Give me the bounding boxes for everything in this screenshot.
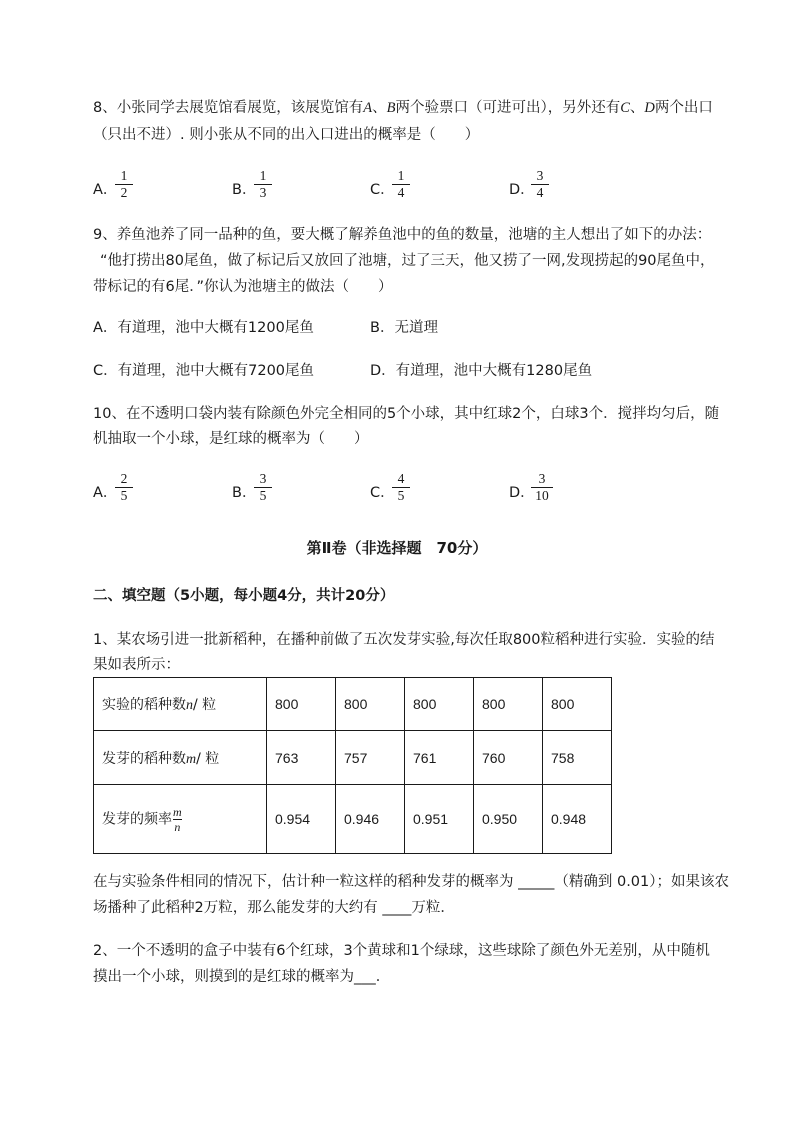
fraction: 4 5	[392, 471, 410, 504]
table-cell: 0.950	[474, 785, 543, 854]
germination-table	[93, 677, 612, 854]
table-cell: 800	[336, 678, 405, 731]
table-row	[94, 785, 612, 854]
fraction: 1 4	[392, 168, 410, 201]
table-cell: 0.951	[405, 785, 474, 854]
row-label-frequency: 发芽的频率 $\frac{m}{n}$	[94, 785, 267, 854]
q10-stem-line2: 机抽取一个小球，是红球的概率为（ ）	[93, 431, 369, 447]
q8-stem-line2: （只出不进）. 则小张从不同的出入口进出的概率是（ ）	[93, 127, 480, 143]
fill1-question-line2: 场播种了此稻种2万粒，那么能发芽的大约有 ____万粒．	[93, 900, 455, 916]
table-cell: 800	[267, 678, 336, 731]
part2-title: 第Ⅱ卷（非选择题 70分）	[306, 539, 488, 557]
fill1-stem-line2: 果如表所示：	[93, 657, 180, 673]
q8-stem-line1: 8、小张同学去展览馆看展览，该展览馆有A、B两个验票口（可进可出），另外还有C、D两个出口	[93, 100, 713, 116]
fraction: 2 5	[115, 471, 133, 504]
table-cell: 0.946	[336, 785, 405, 854]
table-cell: 800	[474, 678, 543, 731]
fill1-question-line1: 在与实验条件相同的情况下，估计种一粒这样的稻种发芽的概率为 _____（精确到 0.01）；如果该农	[93, 874, 729, 890]
q9-option-d[interactable]: D．有道理，池中大概有1280尾鱼	[370, 363, 593, 379]
q9-option-b[interactable]: B．无道理	[370, 320, 438, 336]
table-cell: 0.948	[543, 785, 612, 854]
q9-option-c[interactable]: C．有道理，池中大概有7200尾鱼	[93, 363, 315, 379]
fraction: 3 5	[254, 471, 272, 504]
fraction: 3 10	[531, 471, 553, 504]
fill1-stem-line1: 1、某农场引进一批新稻种，在播种前做了五次发芽实验,每次任取800粒稻种进行实验．实验的结	[93, 632, 715, 648]
table-cell: 800	[543, 678, 612, 731]
fill2-stem-line2: 摸出一个小球，则摸到的是红球的概率为___．	[93, 969, 391, 985]
table-row	[94, 731, 612, 785]
table-cell: 758	[543, 731, 612, 785]
table-cell: 0.954	[267, 785, 336, 854]
q9-option-a[interactable]: A．有道理，池中大概有1200尾鱼	[93, 320, 314, 336]
fraction: 1 3	[254, 168, 272, 201]
table-row	[94, 678, 612, 731]
table-cell: 763	[267, 731, 336, 785]
row-label-seeds: 实验的稻种数n/ 粒	[94, 678, 267, 731]
q9-stem-line1: 9、养鱼池养了同一品种的鱼，要大概了解养鱼池中的鱼的数量，池塘的主人想出了如下的办法：	[93, 227, 712, 243]
fraction: $\frac{m}{n}$	[173, 804, 182, 834]
exam-page: 8、小张同学去展览馆看展览，该展览馆有A、B两个验票口（可进可出），另外还有C、D两个出口 （只出不进）. 则小张从不同的出入口进出的概率是（ ） A． 1 2 B． 1 3 C． 1 4 D． 3 4 9、养鱼池养了同一品种的鱼，要大概了解养鱼池中的鱼的数量，池塘的主人想出了如下的办法： “他打捞出80尾鱼，做了标记后又放回了池塘，过了三天，他又捞了一网,发现捞起的90尾鱼中， 带标记的有6尾．”你认为池塘主的做法（ ） A．有道理，池中大概有1200尾鱼 B．无道理 C．有道理，池中大概有7200尾鱼 D．有道理，池中大概有1280尾鱼 10、在不透明口袋内装有除颜色外完全相同的5个小球，其中红球2个，白球3个．搅拌均匀后，随 机抽取一个小球，是红球的概率为（ ） A． 2 5 B． 3 5 C． 4 5 D． 3 10 第Ⅱ卷（非选择题 70分） 二、填空题（5小题，每小题4分，共计20分） 1、某农场引进一批新稻种，在播种前做了五次发芽实验,每次任取800粒稻种进行实验．实验的结 果如表所示： 实验的稻种数n/ 粒 800 800 800 800 800 发芽的稻种数m/ 粒 763 757 761 760 758 发芽的频率 $\frac{m}{n}$ 0.954 0.946 0.951 0.950 0.948 在与实验条件相同的情况下，估计种一粒这样的稻种发芽的概率为 _____（精确到 0.01）；如果该农 场播种了此稻种2万粒，那么能发芽的大约有 ____万粒． 2、一个不透明的盒子中装有6个红球，3个黄球和1个绿球，这些球除了颜色外无差别，从中随机 摸出一个小球，则摸到的是红球的概率为___．	[0, 0, 794, 1123]
fill2-stem-line1: 2、一个不透明的盒子中装有6个红球，3个黄球和1个绿球，这些球除了颜色外无差别，从中随机	[93, 943, 710, 959]
q9-stem-line2: “他打捞出80尾鱼，做了标记后又放回了池塘，过了三天，他又捞了一网,发现捞起的90尾鱼中，	[100, 253, 715, 269]
table-cell: 761	[405, 731, 474, 785]
q10-stem-line1: 10、在不透明口袋内装有除颜色外完全相同的5个小球，其中红球2个，白球3个．搅拌均匀后，随	[93, 406, 720, 422]
fraction: 1 2	[115, 168, 133, 201]
q9-stem-line3: 带标记的有6尾．”你认为池塘主的做法（ ）	[93, 279, 393, 295]
fraction: 3 4	[531, 168, 549, 201]
table-cell: 757	[336, 731, 405, 785]
row-label-germinated: 发芽的稻种数m/ 粒	[94, 731, 267, 785]
table-cell: 800	[405, 678, 474, 731]
table-cell: 760	[474, 731, 543, 785]
section-fill-in-title: 二、填空题（5小题，每小题4分，共计20分）	[93, 588, 395, 604]
